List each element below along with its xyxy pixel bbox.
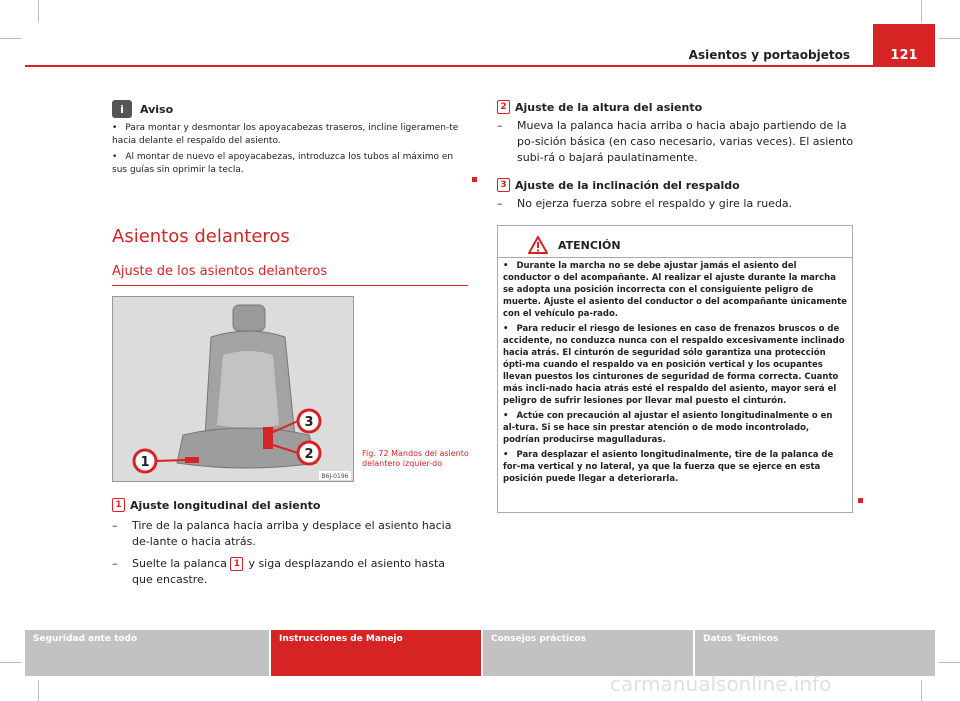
- step-title: Ajuste de la inclinación del respaldo: [515, 178, 740, 192]
- watermark: carmanualsonline.info: [610, 672, 832, 696]
- note-block: [112, 100, 468, 180]
- step-item: – No ejerza fuerza sobre el respaldo y gire la rueda.: [497, 197, 793, 210]
- crop-mark: [938, 38, 960, 39]
- note-item: • Para montar y desmontar los apoyacabezas traseros, incline ligeramen-te hacia delante el respaldo del asiento.: [112, 122, 468, 147]
- subsection-title: Ajuste de los asientos delanteros: [112, 264, 328, 279]
- note-item: • Al montar de nuevo el apoyacabezas, introduzca los tubos al máximo en sus guías sin oprimir la tecla.: [112, 151, 468, 176]
- crop-mark: [0, 38, 22, 39]
- callout-2: 2: [304, 447, 314, 462]
- warning-title: ATENCIÓN: [558, 238, 621, 252]
- callout-1: 1: [140, 455, 150, 470]
- step-number-badge: 1: [112, 498, 125, 512]
- note-header: [112, 100, 468, 118]
- callout-3: 3: [304, 415, 314, 430]
- section-end-mark: [858, 498, 863, 503]
- crop-mark: [921, 0, 922, 22]
- info-icon: i: [112, 100, 132, 118]
- crop-mark: [921, 680, 922, 701]
- inline-ref-badge: 1: [230, 557, 243, 571]
- footer-tabs: [25, 630, 935, 676]
- seat-figure: [112, 296, 354, 482]
- figure-caption: Fig. 72 Mandos del asiento delantero izquier-do: [362, 449, 469, 468]
- section-end-mark: [472, 177, 477, 182]
- warning-item: • Para reducir el riesgo de lesiones en caso de frenazos bruscos o de accidente, no conduzca nunca con el respaldo excesivamente inclinado hacia atrás. El cinturón de seguridad sólo garantiza una protección ópti-ma cuando el respaldo va en posición vertical y los ocupantes llevan puestos los cinturones de seguridad de forma correcta. Cuanto más incli-nado hacia atrás esté el respaldo del asiento, mayor será el peligro de sufrir lesiones por llevar mal puesto el cinturón.: [503, 323, 847, 407]
- step-item: – Tire de la palanca hacia arriba y desplace el asiento hacia de-lante o hacia atrás.: [112, 519, 452, 548]
- footer-tab-datos[interactable]: Datos Técnicos: [695, 630, 935, 676]
- step-number-badge: 2: [497, 100, 510, 114]
- subsection-rule: [112, 285, 468, 286]
- step-1: [112, 498, 468, 588]
- warning-box: [497, 225, 853, 513]
- step-number-badge: 3: [497, 178, 510, 192]
- step-title: Ajuste de la altura del asiento: [515, 100, 703, 114]
- page-number: 121: [873, 24, 935, 67]
- figure-code: B6J-0196: [321, 473, 349, 480]
- note-title: Aviso: [140, 102, 174, 116]
- running-header: Asientos y portaobjetos: [688, 48, 850, 62]
- warning-item: • Actúe con precaución al ajustar el asiento longitudinalmente o en al-tura. Si se hace sin prestar atención o de modo incontrolado, podrían producirse magulladuras.: [503, 410, 847, 446]
- footer-tab-consejos[interactable]: Consejos prácticos: [483, 630, 693, 676]
- footer-tab-seguridad[interactable]: Seguridad ante todo: [25, 630, 269, 676]
- crop-mark: [0, 662, 22, 663]
- footer-tab-instrucciones[interactable]: Instrucciones de Manejo: [271, 630, 481, 676]
- step-item: – Mueva la palanca hacia arriba o hacia abajo partiendo de la po-sición básica (en caso necesario, varias veces). El asiento subi-rá o bajará paulatinamente.: [497, 119, 854, 164]
- step-2: [497, 100, 857, 166]
- warning-item: • Durante la marcha no se debe ajustar jamás el asiento del conductor o del acompañante. Al realizar el ajuste durante la marcha se adopta una posición incorrecta con el consiguiente peligro de muerte. Ajuste el asiento del conductor o del acompañante únicamente con el vehículo pa-rado.: [503, 260, 847, 320]
- step-title: Ajuste longitudinal del asiento: [130, 498, 321, 512]
- step-item: – Suelte la palanca 1 y siga desplazando el asiento hasta que encastre.: [112, 557, 446, 586]
- step-3: [497, 178, 857, 212]
- warning-icon: [528, 236, 548, 254]
- crop-mark: [38, 0, 39, 22]
- seat-illustration: [113, 297, 353, 481]
- header-rule: [25, 65, 935, 67]
- section-title: Asientos delanteros: [112, 226, 290, 247]
- warning-item: • Para desplazar el asiento longitudinalmente, tire de la palanca de for-ma vertical y no lateral, ya que la fuerza que se ejerce en esta posición puede llegar a deteriorarla.: [503, 449, 847, 485]
- crop-mark: [38, 680, 39, 701]
- crop-mark: [938, 662, 960, 663]
